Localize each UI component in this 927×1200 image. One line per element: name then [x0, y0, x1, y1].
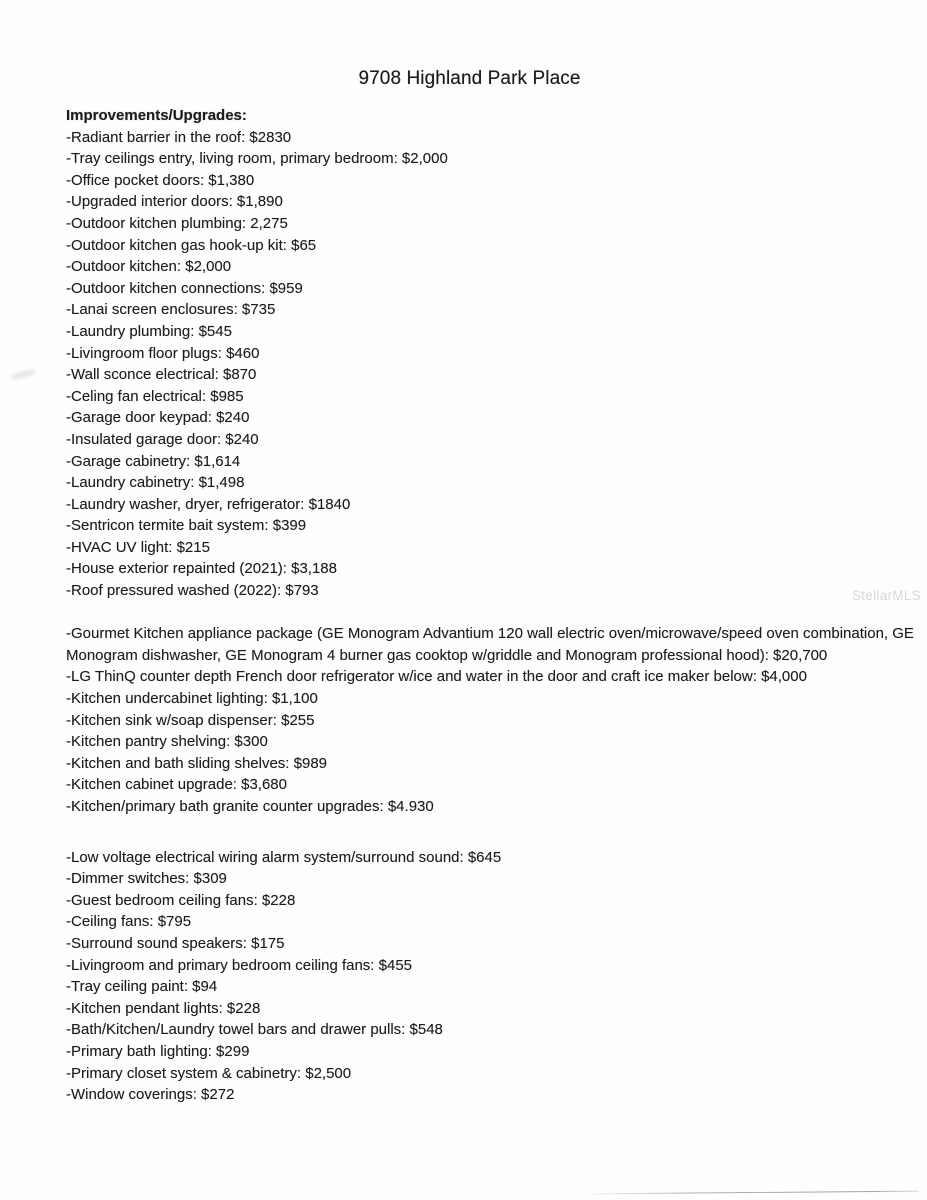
list-item: -Sentricon termite bait system: $399 — [66, 517, 307, 535]
improvements-group-3 — [66, 847, 916, 1106]
list-item: -Lanai screen enclosures: $735 — [66, 301, 276, 319]
list-item: -Window coverings: $272 — [66, 1086, 235, 1104]
list-item: -Gourmet Kitchen appliance package (GE Monogram Advantium 120 wall electric oven/microwave/speed oven combination, GE Monogram dishwasher, GE Monogram 4 burner gas cooktop w/griddle and Monogram professional hood): $20,700 — [66, 625, 914, 664]
list-item: -Livingroom and primary bedroom ceiling fans: $455 — [66, 956, 413, 974]
list-item: -Kitchen undercabinet lighting: $1,100 — [66, 690, 318, 708]
list-item: -Ceiling fans: $795 — [66, 913, 192, 931]
list-item: -Radiant barrier in the roof: $2830 — [66, 128, 292, 146]
list-item: -Garage cabinetry: $1,614 — [66, 452, 241, 470]
list-item: -Roof pressured washed (2022): $793 — [66, 582, 319, 600]
improvements-list — [66, 105, 916, 1106]
list-item: -Livingroom floor plugs: $460 — [66, 344, 260, 362]
list-item: -Upgraded interior doors: $1,890 — [66, 193, 283, 211]
scan-hairline-artifact — [592, 1191, 919, 1195]
list-item: -Wall sconce electrical: $870 — [66, 366, 257, 384]
list-item: -Outdoor kitchen: $2,000 — [66, 258, 232, 276]
list-item: -Kitchen cabinet upgrade: $3,680 — [66, 776, 287, 794]
list-item: -HVAC UV light: $215 — [66, 538, 210, 556]
list-item: -Outdoor kitchen connections: $959 — [66, 279, 303, 297]
list-item: -Kitchen and bath sliding shelves: $989 — [66, 754, 328, 772]
list-item: -Celing fan electrical: $985 — [66, 387, 244, 405]
list-item: -Laundry plumbing: $545 — [66, 322, 232, 340]
list-item: -Outdoor kitchen gas hook-up kit: $65 — [66, 236, 317, 254]
list-item: -Kitchen sink w/soap dispenser: $255 — [66, 711, 315, 729]
page-title: 9708 Highland Park Place — [358, 68, 581, 89]
list-item: -Guest bedroom ceiling fans: $228 — [66, 891, 296, 909]
improvements-group-2 — [66, 623, 916, 817]
list-item: -Low voltage electrical wiring alarm system/surround sound: $645 — [66, 848, 502, 866]
list-item: -Primary closet system & cabinetry: $2,500 — [66, 1064, 352, 1082]
list-item: -House exterior repainted (2021): $3,188 — [66, 560, 337, 578]
list-item: -Primary bath lighting: $299 — [66, 1042, 250, 1060]
list-item: -Tray ceiling paint: $94 — [66, 978, 218, 996]
list-item: -Laundry washer, dryer, refrigerator: $1840 — [66, 495, 351, 513]
list-item: -LG ThinQ counter depth French door refrigerator w/ice and water in the door and craft ice maker below: $4,000 — [66, 668, 807, 686]
list-item: -Kitchen pendant lights: $228 — [66, 999, 261, 1017]
list-item: -Tray ceilings entry, living room, primary bedroom: $2,000 — [66, 150, 448, 168]
list-item: -Dimmer switches: $309 — [66, 870, 227, 888]
section-header: Improvements/Upgrades: — [66, 107, 247, 124]
scan-smudge-artifact — [10, 368, 37, 380]
stellar-mls-watermark: StellarMLS — [852, 588, 922, 603]
list-item: -Office pocket doors: $1,380 — [66, 171, 255, 189]
list-item: -Insulated garage door: $240 — [66, 430, 259, 448]
list-item: -Kitchen/primary bath granite counter upgrades: $4.930 — [66, 798, 434, 815]
list-item: -Outdoor kitchen plumbing: 2,275 — [66, 214, 288, 232]
list-item: -Surround sound speakers: $175 — [66, 934, 285, 952]
improvements-group-1 — [66, 105, 916, 602]
list-item: -Kitchen pantry shelving: $300 — [66, 733, 268, 751]
list-item: -Laundry cabinetry: $1,498 — [66, 474, 245, 492]
list-item: -Bath/Kitchen/Laundry towel bars and drawer pulls: $548 — [66, 1021, 443, 1039]
list-item: -Garage door keypad: $240 — [66, 409, 250, 427]
